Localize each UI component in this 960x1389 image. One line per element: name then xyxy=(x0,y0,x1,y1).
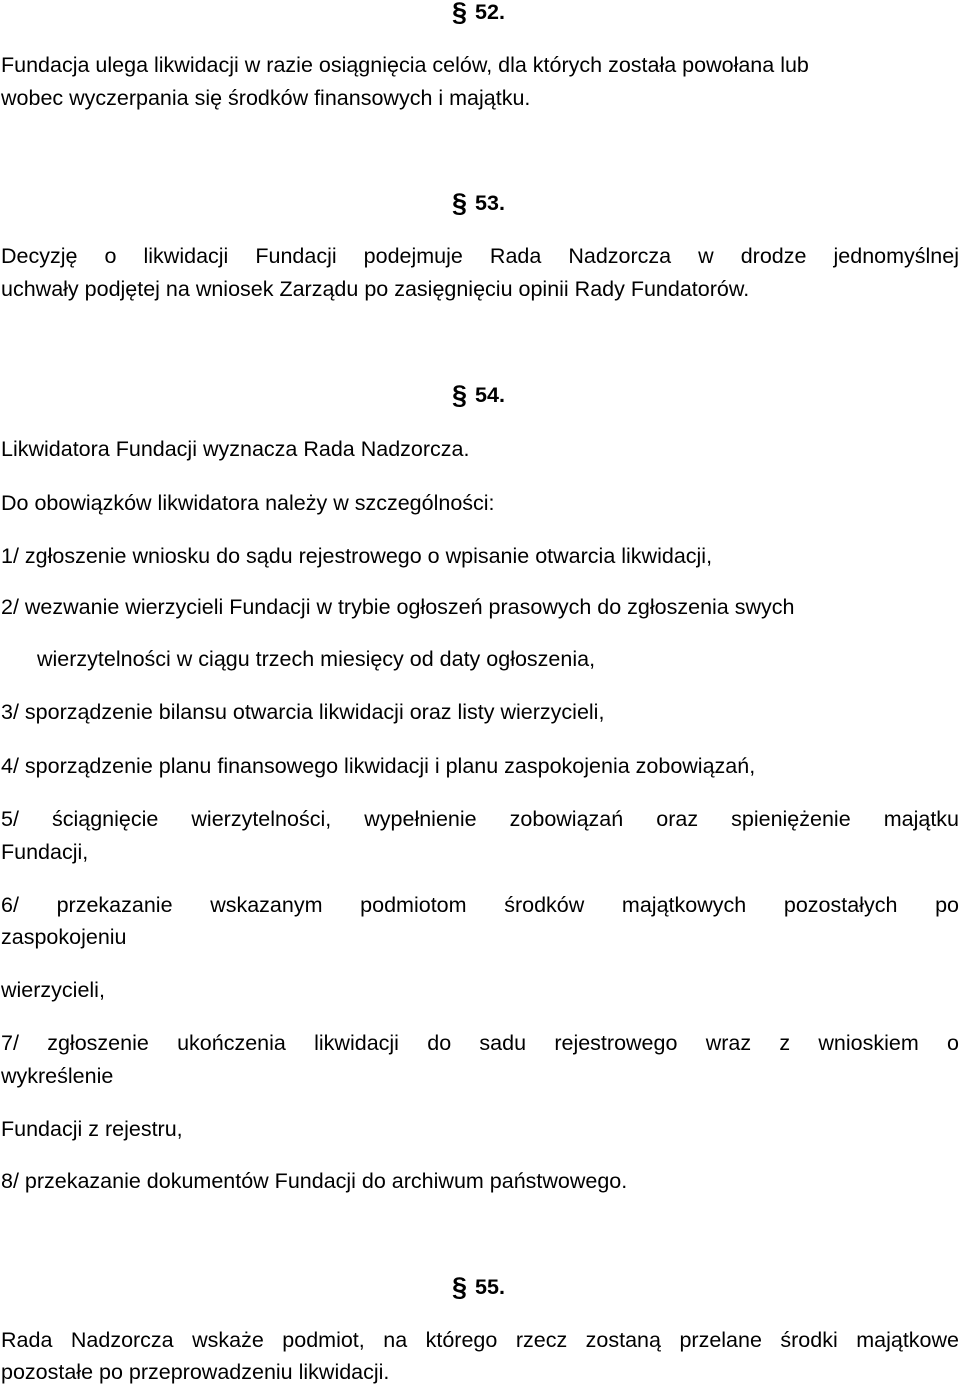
duty-item-8: 8/ przekazanie dokumentów Fundacji do archiwum państwowego. xyxy=(1,1169,628,1193)
section-52-line-2: wobec wyczerpania się środków finansowych i majątku. xyxy=(1,86,531,110)
section-symbol: § xyxy=(452,380,468,410)
duty-item-2: 2/ wezwanie wierzycieli Fundacji w trybie ogłoszeń prasowych do zgłoszenia swych xyxy=(1,595,795,619)
duty-item-5: 5/ ściągnięcie wierzytelności, wypełnienie zobowiązań oraz spieniężenie majątku xyxy=(1,807,959,831)
section-53-line-1: Decyzję o likwidacji Fundacji podejmuje Rada Nadzorcza w drodze jednomyślnej xyxy=(1,244,959,268)
duty-item-4: 4/ sporządzenie planu finansowego likwidacji i planu zaspokojenia zobowiązań, xyxy=(1,754,756,778)
section-number: 53. xyxy=(475,191,505,215)
section-symbol: § xyxy=(452,188,468,218)
duty-item-7-continued-2: Fundacji z rejestru, xyxy=(1,1117,183,1141)
duty-item-6-continued-2: wierzycieli, xyxy=(1,978,105,1002)
duty-item-3: 3/ sporządzenie bilansu otwarcia likwidacji oraz listy wierzycieli, xyxy=(1,700,605,724)
duty-item-6: 6/ przekazanie wskazanym podmiotom środków majątkowych pozostałych po xyxy=(1,893,959,917)
section-number: 54. xyxy=(475,383,505,407)
section-symbol: § xyxy=(452,0,468,27)
duty-item-7: 7/ zgłoszenie ukończenia likwidacji do sadu rejestrowego wraz z wnioskiem o xyxy=(1,1031,959,1055)
section-52-heading xyxy=(452,0,505,27)
section-54-intro: Likwidatora Fundacji wyznacza Rada Nadzorcza. xyxy=(1,437,470,461)
duty-item-6-continued: zaspokojeniu xyxy=(1,925,127,949)
section-53-line-2: uchwały podjętej na wniosek Zarządu po zasięgnięciu opinii Rady Fundatorów. xyxy=(1,277,750,301)
duty-item-2-continued: wierzytelności w ciągu trzech miesięcy od daty ogłoszenia, xyxy=(37,647,596,671)
duty-item-1: 1/ zgłoszenie wniosku do sądu rejestrowego o wpisanie otwarcia likwidacji, xyxy=(1,544,713,568)
section-55-line-2: pozostałe po przeprowadzeniu likwidacji. xyxy=(1,1360,390,1384)
section-52-line-1: Fundacja ulega likwidacji w razie osiągnięcia celów, dla których została powołana lub xyxy=(1,53,809,77)
section-53-heading xyxy=(452,188,505,218)
section-54-heading xyxy=(452,380,505,410)
section-55-line-1: Rada Nadzorcza wskaże podmiot, na którego rzecz zostaną przelane środki majątkowe xyxy=(1,1328,959,1352)
section-55-heading xyxy=(452,1272,505,1302)
section-number: 55. xyxy=(475,1275,505,1299)
section-number: 52. xyxy=(475,0,505,24)
section-54-duties-intro: Do obowiązków likwidatora należy w szczególności: xyxy=(1,491,495,515)
duty-item-5-continued: Fundacji, xyxy=(1,840,89,864)
duty-item-7-continued: wykreślenie xyxy=(1,1064,114,1088)
section-symbol: § xyxy=(452,1272,468,1302)
